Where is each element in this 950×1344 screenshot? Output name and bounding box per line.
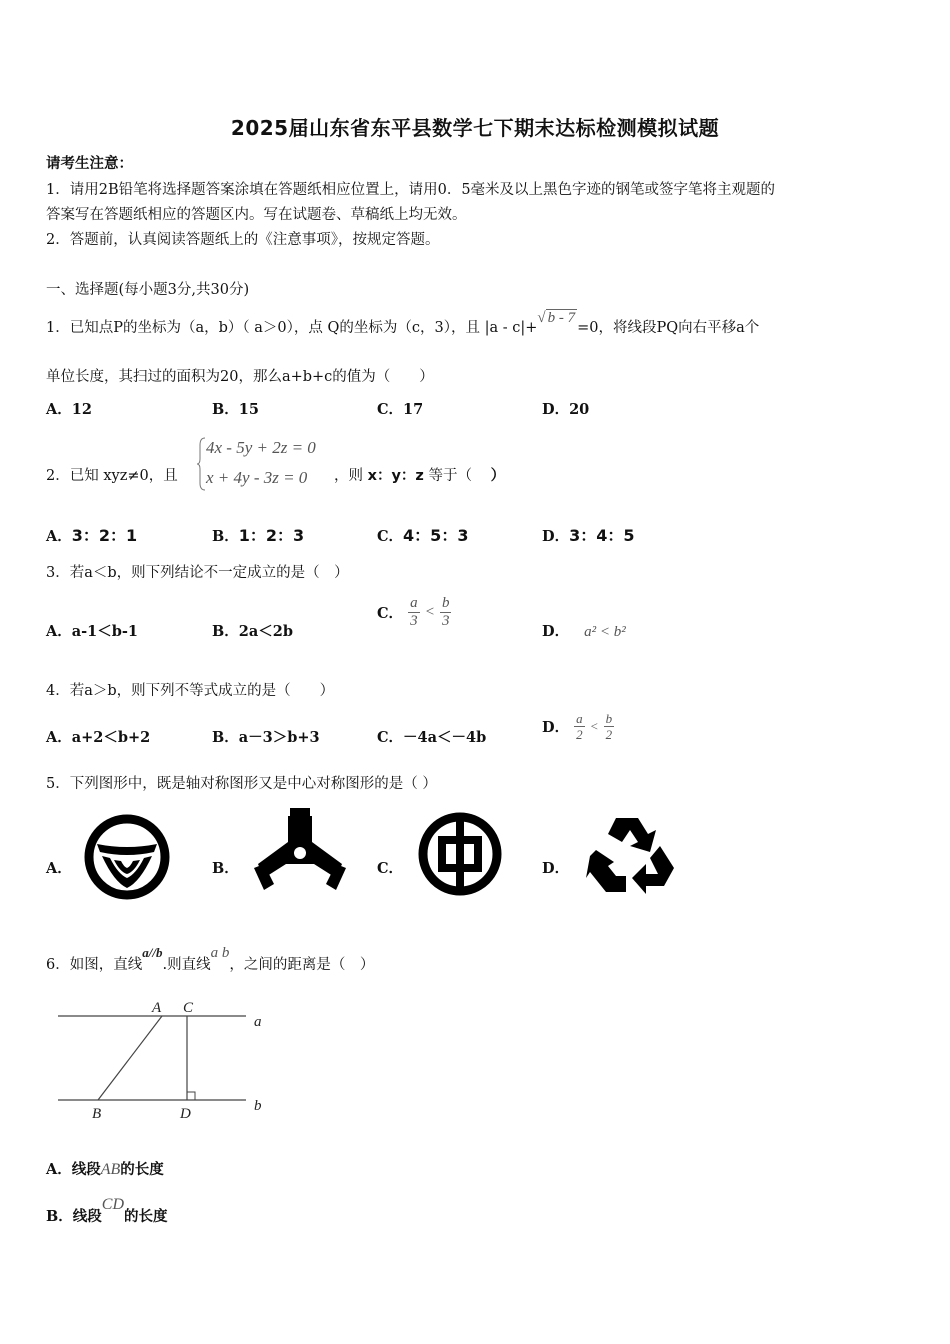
q2-middle: ，则 xyxy=(334,468,363,484)
q6-p2: .则直线 xyxy=(162,957,211,973)
q2-option-a[interactable] xyxy=(46,523,137,546)
point-a-label: A xyxy=(152,1000,162,1016)
q1-option-d[interactable]: D．20 xyxy=(542,401,590,418)
q2-option-b-letter: B． xyxy=(212,528,239,545)
q6-option-b-suffix: 的长度 xyxy=(124,1208,168,1225)
q3-option-c[interactable] xyxy=(377,596,451,629)
q1-option-b[interactable]: B．15 xyxy=(212,401,259,418)
q4-fraction-b2 xyxy=(604,712,615,741)
q6-parallel: a//b xyxy=(142,945,163,960)
q6-lines-ab: a b xyxy=(210,945,230,961)
q6-option-b[interactable] xyxy=(46,1196,168,1226)
q2-ratio: x：y：z xyxy=(367,468,424,484)
q6-option-a-prefix: A．线段 xyxy=(46,1161,101,1178)
q3-frac2-num: b xyxy=(441,595,450,611)
question-6-text xyxy=(46,945,375,974)
q4-option-d-letter: D． xyxy=(542,719,570,736)
q5-option-a-label[interactable]: A． xyxy=(46,860,72,877)
q2-option-c[interactable] xyxy=(377,523,468,546)
q3-fraction-b3 xyxy=(440,596,452,629)
q6-option-a-segment: AB xyxy=(100,1161,121,1178)
q1-option-a[interactable]: A．12 xyxy=(46,401,92,418)
q1-part2: =0，将线段PQ向右平移a个 xyxy=(577,320,760,336)
q3-option-b[interactable]: B．2a＜2b xyxy=(212,623,293,640)
q4-option-d[interactable] xyxy=(542,712,614,741)
notice-heading: 请考生注意： xyxy=(46,155,133,172)
q1-option-c[interactable]: C．17 xyxy=(377,401,424,418)
q4-frac1-num: a xyxy=(576,711,583,726)
q3-option-c-letter: C． xyxy=(377,605,404,622)
q5-option-d-label[interactable]: D． xyxy=(542,860,570,877)
q2-prefix: 2．已知 xyz≠0，且 xyxy=(46,468,178,484)
q3-frac1-den: 3 xyxy=(410,613,418,629)
question-5-text: 5．下列图形中，既是轴对称图形又是中心对称图形的是（ ） xyxy=(46,776,437,792)
q2-option-a-letter: A． xyxy=(46,528,72,545)
line-b-label: b xyxy=(254,1098,262,1114)
parallel-lines-figure xyxy=(54,994,274,1120)
q3-fraction-a3 xyxy=(408,596,420,629)
q1-radical: √ b - 7 xyxy=(537,310,576,326)
q4-option-a[interactable]: A．a+2＜b+2 xyxy=(46,729,151,746)
q3-frac1-num: a xyxy=(410,595,418,611)
q2-option-c-letter: C． xyxy=(377,528,404,545)
q3-option-d[interactable] xyxy=(542,620,626,641)
q6-option-b-prefix: B．线段 xyxy=(46,1208,102,1225)
q2-option-a-value: 3：2：1 xyxy=(71,526,138,545)
bank-coin-logo-icon[interactable] xyxy=(416,810,504,898)
q2-option-d[interactable] xyxy=(542,523,634,546)
q3-option-a[interactable]: A．a-1＜b-1 xyxy=(46,623,138,640)
q3-less-than: < xyxy=(424,604,435,620)
q1-part1: 1．已知点P的坐标为（a，b）（ a＞0），点 Q的坐标为（c，3），且 |a - c|+ xyxy=(46,320,538,336)
q3-frac2-den: 3 xyxy=(441,613,450,629)
line-a-label: a xyxy=(254,1014,262,1030)
q1-radical-body: b - 7 xyxy=(547,310,576,326)
q4-fraction-a2 xyxy=(574,712,585,741)
q6-p1: 6．如图，直线 xyxy=(46,957,143,973)
section-heading: 一、选择题(每小题3分,共30分) xyxy=(46,282,250,298)
notice-line1b: 答案写在答题纸相应的答题区内。写在试题卷、草稿纸上均无效。 xyxy=(46,207,467,223)
q4-frac2-den: 2 xyxy=(605,727,613,742)
notice-line1a: 1．请用2B铅笔将选择题答案涂填在答题纸相应位置上，请用0．5毫米及以上黑色字迹的钢笔或签字笔将主观题的 xyxy=(46,182,776,198)
q2-option-b[interactable] xyxy=(212,523,304,546)
page-title: 2025届山东省东平县数学七下期末达标检测模拟试题 xyxy=(230,116,720,140)
q2-option-b-value: 1：2：3 xyxy=(238,526,305,545)
question-4-text: 4．若a＞b，则下列不等式成立的是（ ） xyxy=(46,683,335,699)
question-3-text: 3．若a＜b，则下列结论不一定成立的是（ ） xyxy=(46,565,349,581)
question-1-text-cont: 单位长度，其扫过的面积为20，那么a+b+c的值为（ ） xyxy=(46,369,434,385)
q3-option-d-expr: a² < b² xyxy=(584,624,626,640)
recycle-icon[interactable] xyxy=(586,812,678,898)
notice-line2: 2．答题前，认真阅读答题纸上的《注意事项》，按规定答题。 xyxy=(46,232,440,248)
q4-option-b[interactable]: B．a－3＞b+3 xyxy=(212,729,320,746)
question-1-text xyxy=(46,310,760,337)
q2-option-d-letter: D． xyxy=(542,528,570,545)
q2-equation-2: x + 4y - 3z = 0 xyxy=(206,468,308,487)
q4-option-c[interactable]: C．－4a＜－4b xyxy=(377,729,487,746)
three-arm-symbol-icon[interactable] xyxy=(252,806,348,896)
q4-frac2-num: b xyxy=(605,711,613,726)
q2-tail xyxy=(334,464,505,485)
q5-option-b-label[interactable]: B． xyxy=(212,860,239,877)
point-c-label: C xyxy=(183,1000,194,1016)
q6-option-a[interactable] xyxy=(46,1158,164,1179)
q6-option-a-suffix: 的长度 xyxy=(120,1161,164,1178)
circular-emblem-icon[interactable] xyxy=(84,814,170,900)
q2-option-d-value: 3：4：5 xyxy=(569,526,635,545)
q6-option-b-segment: CD xyxy=(101,1196,124,1213)
q2-suffix: 等于（ xyxy=(428,468,472,484)
q2-equation-1: 4x - 5y + 2z = 0 xyxy=(206,438,316,457)
q2-close: ） xyxy=(490,468,506,484)
q3-option-d-letter: D． xyxy=(542,623,570,640)
q2-option-c-value: 4：5：3 xyxy=(403,526,469,545)
q4-less-than: < xyxy=(589,718,599,734)
q4-frac1-den: 2 xyxy=(576,727,583,742)
point-b-label: B xyxy=(92,1106,102,1120)
q5-option-c-label[interactable]: C． xyxy=(377,860,404,877)
point-d-label: D xyxy=(180,1106,191,1120)
q6-p3: ，之间的距离是（ ） xyxy=(229,957,375,973)
